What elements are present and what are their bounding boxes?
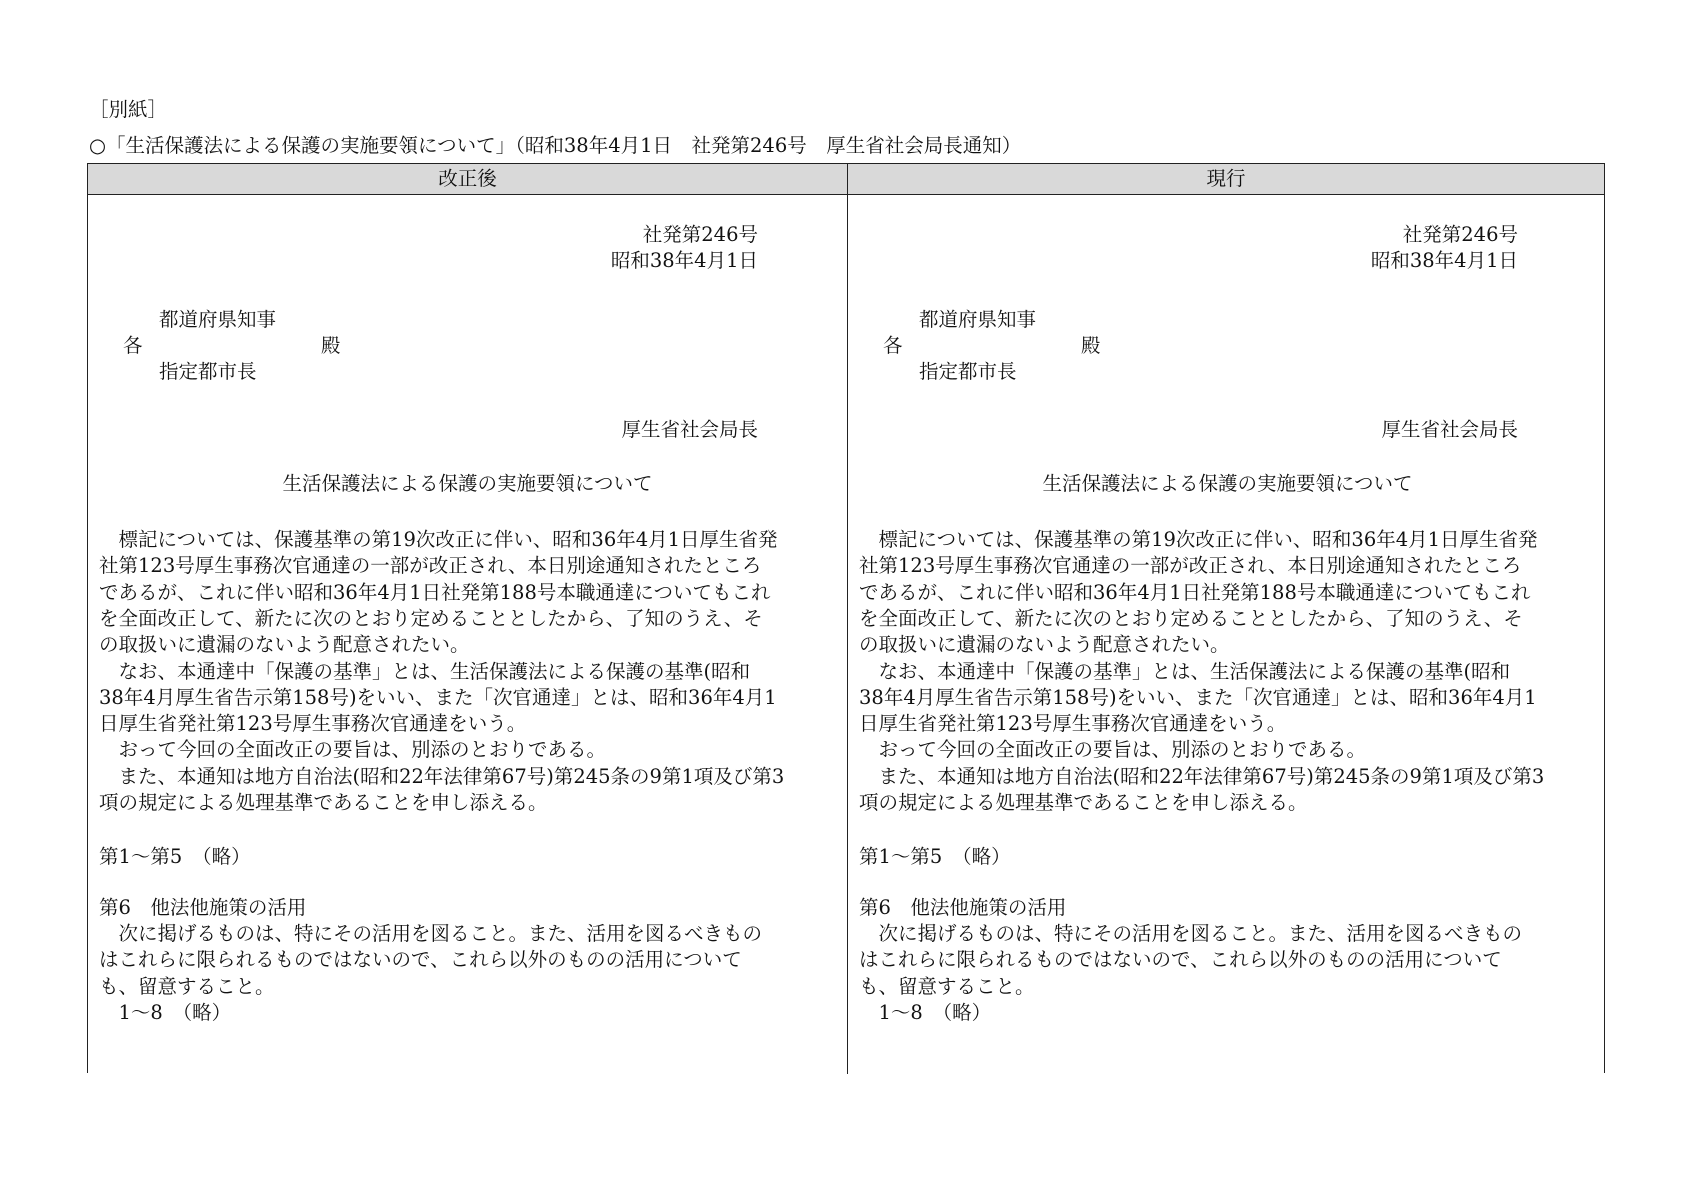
text-line: 次に掲げるものは、特にその活用を図ること。また、活用を図るべきもの (859, 922, 1523, 945)
addressee-governor: 都道府県知事 (919, 308, 1037, 331)
text-line: も、留意すること。 (99, 974, 275, 998)
text-line: 項の規定による処理基準であることを申し添える。 (859, 791, 1308, 814)
notice-subject: 生活保護法による保護の実施要領について (1042, 472, 1413, 495)
section-1-5: 第1～第5 （略） (99, 845, 251, 868)
column-header-revised: 改正後 (438, 167, 497, 190)
text-line: 項の規定による処理基準であることを申し添える。 (99, 791, 548, 814)
addressee-honorific: 殿 (321, 334, 341, 357)
addressee-each: 各 (883, 334, 903, 357)
section-6-title: 第6 他法他施策の活用 (859, 896, 1067, 919)
notice-date: 昭和38年4月1日 (1370, 249, 1518, 272)
text-line: の取扱いに遺漏のないよう配意されたい。 (859, 633, 1230, 657)
addressee-mayor: 指定都市長 (919, 360, 1017, 383)
notice-number: 社発第246号 (642, 223, 758, 246)
text-line: おって今回の全面改正の要旨は、別添のとおりである。 (99, 738, 607, 762)
notice-subject: 生活保護法による保護の実施要領について (282, 472, 653, 495)
text-line: 標記については、保護基準の第19次改正に伴い、昭和36年4月1日厚生省発 (859, 528, 1538, 551)
column-header-current: 現行 (1206, 167, 1246, 190)
section-1-5: 第1～第5 （略） (859, 845, 1011, 868)
text-line: 38年4月厚生省告示第158号)をいい、また「次官通達」とは、昭和36年4月1 (99, 685, 777, 709)
sender-name: 厚生省社会局長 (1381, 418, 1518, 441)
attachment-label: ［別紙］ (89, 98, 168, 121)
text-line: また、本通知は地方自治法(昭和22年法律第67号)第245条の9第1項及び第3 (859, 764, 1545, 788)
text-line: はこれらに限られるものではないので、これら以外のものの活用について (859, 948, 1502, 972)
addressee-honorific: 殿 (1081, 334, 1101, 357)
text-line: 日厚生省発社第123号厚生事務次官通達をいう。 (859, 712, 1287, 736)
addressee-mayor: 指定都市長 (159, 360, 257, 383)
section-6-title: 第6 他法他施策の活用 (99, 896, 307, 919)
text-line: 1～8 （略） (99, 1000, 232, 1024)
text-line: であるが、これに伴い昭和36年4月1日社発第188号本職通達についてもこれ (859, 580, 1531, 604)
text-line: も、留意すること。 (859, 974, 1035, 998)
text-line: を全面改正して、新たに次のとおり定めることとしたから、了知のうえ、そ (99, 606, 763, 630)
text-line: なお、本通達中「保護の基準」とは、生活保護法による保護の基準(昭和 (859, 659, 1511, 683)
comparison-table (87, 163, 1605, 1073)
sender-name: 厚生省社会局長 (621, 418, 758, 441)
table-header-row (88, 164, 1604, 195)
notice-number: 社発第246号 (1402, 223, 1518, 246)
text-line: 社第123号厚生事務次官通達の一部が改正され、本日別途通知されたところ (99, 554, 762, 578)
text-line: 標記については、保護基準の第19次改正に伴い、昭和36年4月1日厚生省発 (99, 528, 778, 551)
text-line: 38年4月厚生省告示第158号)をいい、また「次官通達」とは、昭和36年4月1 (859, 685, 1537, 709)
text-line: 1～8 （略） (859, 1000, 992, 1024)
text-line: はこれらに限られるものではないので、これら以外のものの活用について (99, 948, 742, 972)
addressee-governor: 都道府県知事 (159, 308, 277, 331)
text-line: を全面改正して、新たに次のとおり定めることとしたから、了知のうえ、そ (859, 606, 1523, 630)
document-title: ○「生活保護法による保護の実施要領について」（昭和38年4月1日 社発第246号 厚生省社会局長通知） (89, 134, 1022, 157)
text-line: 次に掲げるものは、特にその活用を図ること。また、活用を図るべきもの (99, 922, 763, 945)
column-revised (88, 194, 847, 1074)
text-line: 社第123号厚生事務次官通達の一部が改正され、本日別途通知されたところ (859, 554, 1522, 578)
text-line: おって今回の全面改正の要旨は、別添のとおりである。 (859, 738, 1367, 762)
notice-date: 昭和38年4月1日 (610, 249, 758, 272)
text-line: また、本通知は地方自治法(昭和22年法律第67号)第245条の9第1項及び第3 (99, 764, 785, 788)
addressee-each: 各 (123, 334, 143, 357)
text-line: 日厚生省発社第123号厚生事務次官通達をいう。 (99, 712, 527, 736)
text-line: なお、本通達中「保護の基準」とは、生活保護法による保護の基準(昭和 (99, 659, 751, 683)
column-current (848, 194, 1604, 1074)
text-line: の取扱いに遺漏のないよう配意されたい。 (99, 633, 470, 657)
text-line: であるが、これに伴い昭和36年4月1日社発第188号本職通達についてもこれ (99, 580, 771, 604)
